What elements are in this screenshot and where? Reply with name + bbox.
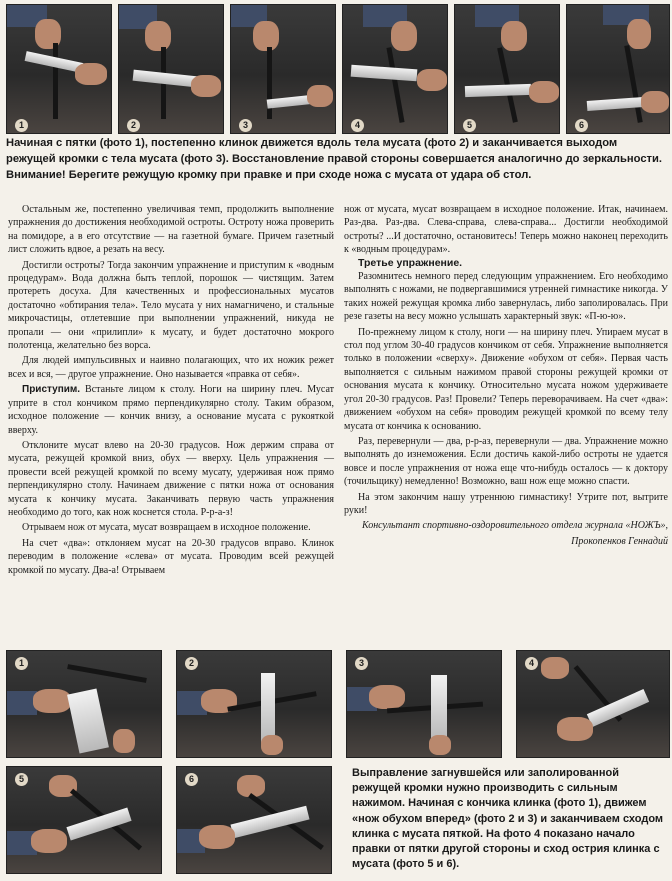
paragraph: На счет «два»: отклоняем мусат на 20-30 градусов вправо. Клинок переводим в положение «слева» от мусата. Проводим всей режущей кромкой по мусату. Два-а! Отрываем: [8, 537, 334, 576]
photo-number: 6: [185, 773, 198, 786]
top-photo-1: [6, 4, 112, 134]
top-photo-6: [566, 4, 670, 134]
photo-number: 4: [525, 657, 538, 670]
signature-role: Консультант спортивно-оздоровительного отдела журнала «НОЖЪ»,: [361, 520, 668, 532]
paragraph: [8, 383, 334, 437]
paragraph: нож от мусата, мусат возвращаем в исходное положение. Итак, начинаем. Раз-два. Раз-два. Слева-справа, слева-справа... Достигли необходимой остроты? ...И достаточно, остановитесь! Теперь можно наконец переходить к «водным процедурам».: [344, 204, 668, 256]
top-photo-3: [230, 4, 336, 134]
article-left-column: [8, 203, 334, 577]
bottom-photo-5: [6, 766, 162, 874]
photo-number: 2: [185, 657, 198, 670]
paragraph-body: Встаньте лицом к столу. Ноги на ширину плеч. Мусат уприте в стол кончиком прямо перпендикулярно столу. Таким образом, исходное положение — кончик внизу, а основание мусата с рукояткой вверху.: [8, 384, 334, 436]
paragraph: Разомнитесь немного перед следующим упражнением. Его необходимо выполнять с ножами, не подвергавшимися утренней гимнастике никогда. У таких ножей режущая кромка либо завернулась, либо заполировалась. При резе газеты на весу можно услышать характерный звук: «П-ю-ю».: [344, 271, 668, 323]
bottom-photo-3: [346, 650, 502, 758]
photo-number: 4: [351, 119, 364, 132]
paragraph-lead: Приступим.: [22, 384, 81, 396]
paragraph: На этом закончим нашу утреннюю гимнастику! Утрите пот, вытрите руки!: [344, 491, 668, 516]
photo-number: 6: [575, 119, 588, 132]
photo-number: 3: [239, 119, 252, 132]
bottom-caption: Выправление загнувшейся или заполированной режущей кромки нужно производить с сильным нажимом. Начиная с кончика клинка (фото 1), движем «нож обухом вперед» (фото 2 и 3) и заканчиваем сходом клинка с мусата пяткой. На фото 4 показано начало правки от пятки другой стороны и сход острия клинка с мусата (фото 5 и 6).: [352, 767, 664, 871]
paragraph: Достигли остроты? Тогда закончим упражнение и приступим к «водным процедурам». Вода должна быть теплой, порошок — чистящим. Затем протереть досуха. Для качественных и профессиональных мусатов достаточно «обтирания тела». Тело мусата у них намагничено, и стальные микрочастицы, отлетевшие при выполнении упражнений, никуда не пропали — они «прилипли» к мусату, и будет достаточно мокрого полотенца, желательно без ворса.: [8, 259, 334, 352]
photo-number: 1: [15, 119, 28, 132]
photo-number: 1: [15, 657, 28, 670]
photo-number: 3: [355, 657, 368, 670]
bottom-photo-1: [6, 650, 162, 758]
photo-number: 5: [463, 119, 476, 132]
bottom-photo-6: [176, 766, 332, 874]
section-heading: Третье упражнение.: [358, 256, 463, 269]
paragraph: Отклоните мусат влево на 20-30 градусов. Нож держим справа от мусата, режущей кромкой вниз, обух — вверху. Цель упражнения — провести всей режущей кромкой по всему мусату, удерживая нож прямо перпендикулярно столу. Начинаем движение с пятки ножа от основания мусата к кончику мусата. Заканчивать первую часть упражнения необходимо до того, как нож коснется стола. Р-р-а-з!: [8, 439, 334, 518]
paragraph: Для людей импульсивных и наивно полагающих, что их ножик режет всех и вся, — другое упражнение. Оно называется «правка от себя».: [8, 355, 334, 380]
top-photo-2: [118, 4, 224, 134]
paragraph: По-прежнему лицом к столу, ноги — на ширину плеч. Упираем мусат в стол под углом 30-40 градусов кончиком от себя. Упражнение выполняется только в положении «сверху». Движение «обухом от себя». Первая часть выполняется с сильным нажимом правой стороны режущей кромки от основания мусата к кончику. Относительно мусата ножом удерживаете угол 20-30 градусов. Раз! Провели? Теперь переворачиваем. На счет «два»: движением «обухом на себя» проводим режущей кромкой по всему телу мусата от кончика к основанию.: [344, 326, 668, 432]
top-photo-5: [454, 4, 560, 134]
paragraph: Остальным же, постепенно увеличивая темп, продолжить выполнение упражнения до достижения необходимой остроты. Остроту ножа проверить на помидоре, а в его отсутствие — на газетной бумаге. Причем газетный лист сложить вдвое, а резать на весу.: [8, 204, 334, 256]
photo-number: 5: [15, 773, 28, 786]
paragraph: Отрываем нож от мусата, мусат возвращаем в исходное положение.: [22, 522, 311, 534]
article-right-column: [344, 203, 668, 548]
photo-number: 2: [127, 119, 140, 132]
paragraph: Раз, перевернули — два, р-р-аз, перевернули — два. Упражнение можно выполнять до изнеможения. Если достичь какой-либо остроты не удается вовсе и после упражнения от ножа еще что-нибудь осталось — к доктору (точильщику) немедленно! Возможно, ваш нож еще можно спасти.: [344, 435, 668, 488]
signature-name: Прокопенков Геннадий: [571, 535, 668, 547]
top-caption: Начиная с пятки (фото 1), постепенно клинок движется вдоль тела мусата (фото 2) и заканчивается выходом режущей кромки с тела мусата (фото 3). Восстановление правой стороны совершается аналогично до зеркальности. Внимание! Берегите режущую кромку при правке и при сходе ножа с мусата от удара об стол.: [6, 137, 663, 181]
bottom-photo-4: [516, 650, 670, 758]
bottom-photo-2: [176, 650, 332, 758]
top-photo-4: [342, 4, 448, 134]
